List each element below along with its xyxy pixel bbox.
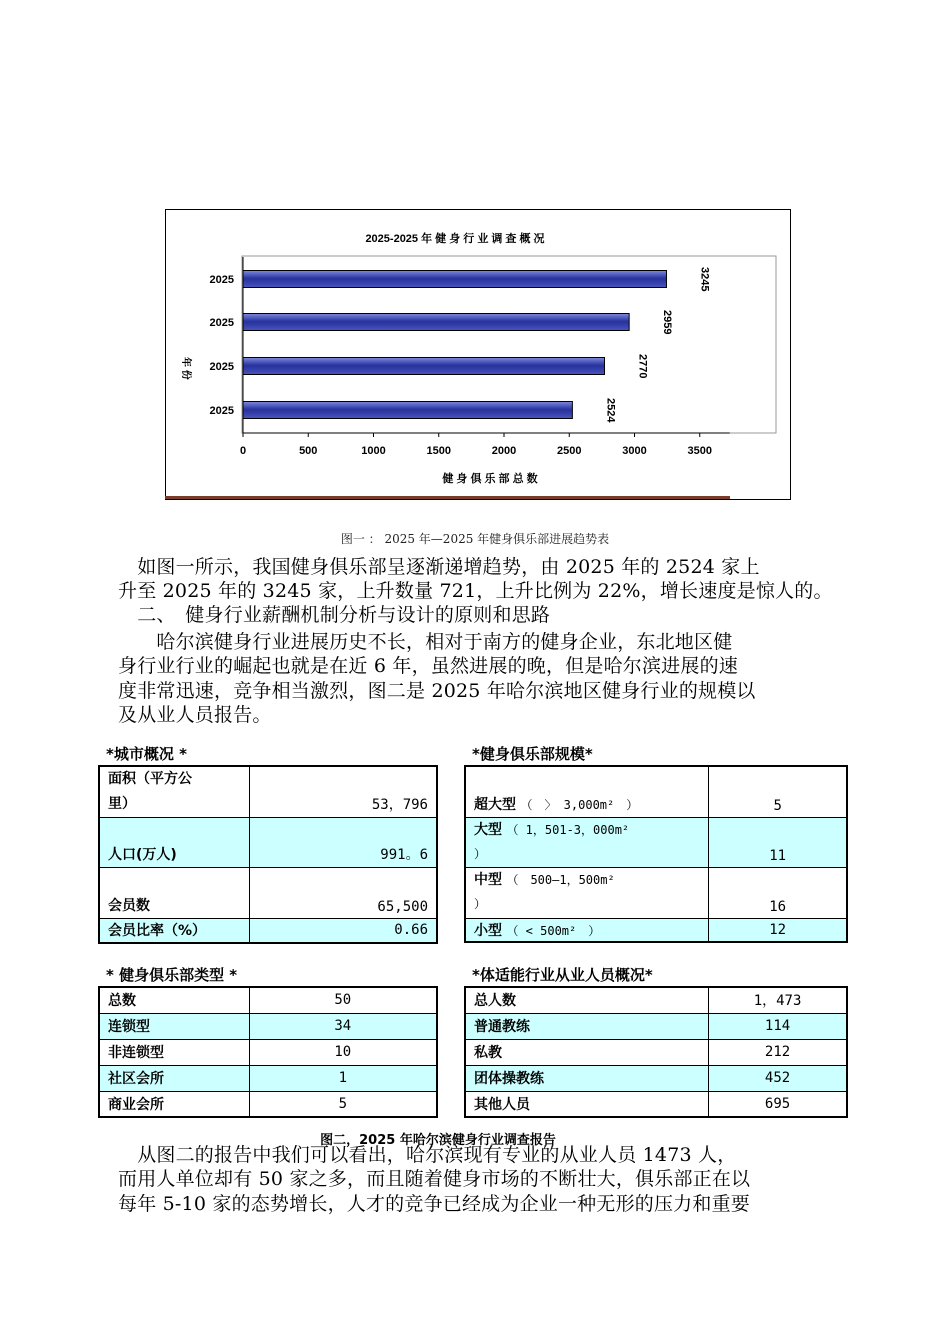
staff-other-value: 695 xyxy=(709,1091,847,1117)
y-tick-label: 2025 xyxy=(209,361,234,373)
table-row xyxy=(99,1091,437,1117)
staff-coach-label: 普通教练 xyxy=(465,1013,709,1039)
table-row xyxy=(465,766,847,817)
data-label: 2770 xyxy=(636,354,649,379)
figure-2-caption: 图二，2025 年哈尔滨健身行业调查报告 xyxy=(320,1133,556,1148)
section-heading: 二、 健身行业薪酬机制分析与设计的原则和思路 xyxy=(118,604,551,626)
x-tick-label: 0 xyxy=(239,445,247,457)
table-row xyxy=(99,987,437,1013)
scale-table xyxy=(464,765,848,943)
scale-s-note: （ < 500m² ） xyxy=(506,923,601,938)
table-row xyxy=(465,1013,847,1039)
figure-1-caption: 图一 ： 2025 年—2025 年健身俱乐部进展趋势表 xyxy=(340,532,610,546)
scale-l-note-end: ） xyxy=(474,846,487,861)
x-tick-label: 1000 xyxy=(361,445,386,457)
types-community-value: 1 xyxy=(249,1065,437,1091)
city-table xyxy=(98,765,438,944)
data-label: 3245 xyxy=(698,267,711,292)
scale-l-label: 大型 xyxy=(474,821,502,838)
paragraph-4-line-3: 每年 5-10 家的态势增长，人才的竞争已经成为企业一种无形的压力和重要 xyxy=(118,1193,750,1215)
scale-m-value: 16 xyxy=(709,867,847,918)
paragraph-3-line-4: 及从业人员报告。 xyxy=(118,704,272,726)
y-tick-label: 2025 xyxy=(209,405,234,417)
scale-m-note-end: ） xyxy=(474,896,487,911)
x-tick-label: 1500 xyxy=(426,445,451,457)
types-total-label: 总数 xyxy=(99,987,249,1013)
types-table-title: * 健身俱乐部类型 * xyxy=(106,966,238,984)
staff-other-label: 其他人员 xyxy=(465,1091,709,1117)
city-area-value: 53，796 xyxy=(249,766,437,818)
city-population-label: 人口(万人) xyxy=(99,818,249,868)
x-tick-label: 3500 xyxy=(687,445,712,457)
types-table xyxy=(98,986,438,1118)
y-axis-label: 年 份 xyxy=(180,357,191,380)
types-nonchain-label: 非连锁型 xyxy=(99,1039,249,1065)
paragraph-3-line-1: 哈尔滨健身行业进展历史不长，相对于南方的健身企业，东北地区健 xyxy=(118,631,733,653)
types-community-label: 社区会所 xyxy=(99,1065,249,1091)
city-members-label: 会员数 xyxy=(99,868,249,919)
x-tick-label: 2000 xyxy=(491,445,517,457)
paragraph-1-line-2: 升至 2025 年的 3245 家，上升数量 721，上升比例为 22%，增长速度是惊人的。 xyxy=(118,580,833,602)
x-axis-label: 健 身 俱 乐 部 总 数 xyxy=(442,473,538,485)
scale-s-value: 12 xyxy=(709,918,847,942)
table-row xyxy=(465,987,847,1013)
bar-chart xyxy=(165,209,791,500)
y-tick-label: 2025 xyxy=(209,317,234,329)
city-area-label: 面积（平方公 里） xyxy=(99,766,249,818)
types-nonchain-value: 10 xyxy=(249,1039,437,1065)
scale-xl-value: 5 xyxy=(709,766,847,817)
bar xyxy=(243,314,629,331)
bar xyxy=(243,402,572,419)
staff-private-label: 私教 xyxy=(465,1039,709,1065)
scale-l-note: （ 1，501-3，000m² xyxy=(506,822,630,837)
scale-s-label: 小型 xyxy=(474,922,502,939)
bar xyxy=(243,358,604,375)
table-row xyxy=(465,918,847,942)
city-rate-value: 0.66 xyxy=(249,919,437,943)
bar xyxy=(243,271,666,288)
staff-group-value: 452 xyxy=(709,1065,847,1091)
table-row xyxy=(99,919,437,943)
paragraph-1-line-1: 如图一所示，我国健身俱乐部呈逐渐递增趋势，由 2025 年的 2524 家上 xyxy=(118,556,760,578)
data-label: 2524 xyxy=(604,398,617,423)
staff-coach-value: 114 xyxy=(709,1013,847,1039)
city-population-value: 991。6 xyxy=(249,818,437,868)
y-tick-label: 2025 xyxy=(209,274,234,286)
x-tick-label: 500 xyxy=(299,445,318,457)
staff-total-label: 总人数 xyxy=(465,987,709,1013)
table-row xyxy=(99,868,437,919)
staff-table-title: *体适能行业从业人员概况* xyxy=(472,966,653,984)
table-row xyxy=(99,1013,437,1039)
city-table-title: *城市概况 * xyxy=(106,745,187,763)
table-row xyxy=(465,867,847,918)
scale-l-value: 11 xyxy=(709,817,847,867)
table-row xyxy=(99,766,437,818)
staff-table xyxy=(464,986,848,1118)
table-row xyxy=(465,1091,847,1117)
staff-total-value: 1，473 xyxy=(709,987,847,1013)
data-label: 2959 xyxy=(661,310,674,335)
scale-xl-label: 超大型 xyxy=(474,796,516,813)
city-members-value: 65,500 xyxy=(249,868,437,919)
x-tick-label: 3000 xyxy=(622,445,647,457)
x-tick-label: 2500 xyxy=(557,445,582,457)
table-row xyxy=(465,1039,847,1065)
scale-table-title: *健身俱乐部规模* xyxy=(472,745,593,763)
paragraph-3-line-3: 度非常迅速，竞争相当激烈，图二是 2025 年哈尔滨地区健身行业的规模以 xyxy=(118,680,756,702)
paragraph-4-line-2: 而用人单位却有 50 家之多，而且随着健身市场的不断壮大，俱乐部正在以 xyxy=(118,1168,751,1190)
city-rate-label: 会员比率（%） xyxy=(99,919,249,943)
table-row xyxy=(465,1065,847,1091)
staff-group-label: 团体操教练 xyxy=(465,1065,709,1091)
types-commercial-label: 商业会所 xyxy=(99,1091,249,1117)
chart-title: 2025-2025 年 健 身 行 业 调 查 概 况 xyxy=(365,233,545,245)
scale-m-label: 中型 xyxy=(474,871,502,888)
scale-m-note: （ 500—1，500m² xyxy=(506,872,615,887)
types-total-value: 50 xyxy=(249,987,437,1013)
table-row xyxy=(99,818,437,868)
staff-private-value: 212 xyxy=(709,1039,847,1065)
types-chain-value: 34 xyxy=(249,1013,437,1039)
table-row xyxy=(99,1065,437,1091)
paragraph-3-line-2: 身行业行业的崛起也就是在近 6 年，虽然进展的晚，但是哈尔滨进展的速 xyxy=(118,655,738,677)
table-row xyxy=(99,1039,437,1065)
types-chain-label: 连锁型 xyxy=(99,1013,249,1039)
table-row xyxy=(465,817,847,867)
scale-xl-note: （ 〉 3,000m² ） xyxy=(520,797,639,812)
types-commercial-value: 5 xyxy=(249,1091,437,1117)
paragraph-4-line-1: 从图二的报告中我们可以看出，哈尔滨现有专业的从业人员 1473 人， xyxy=(118,1144,737,1166)
